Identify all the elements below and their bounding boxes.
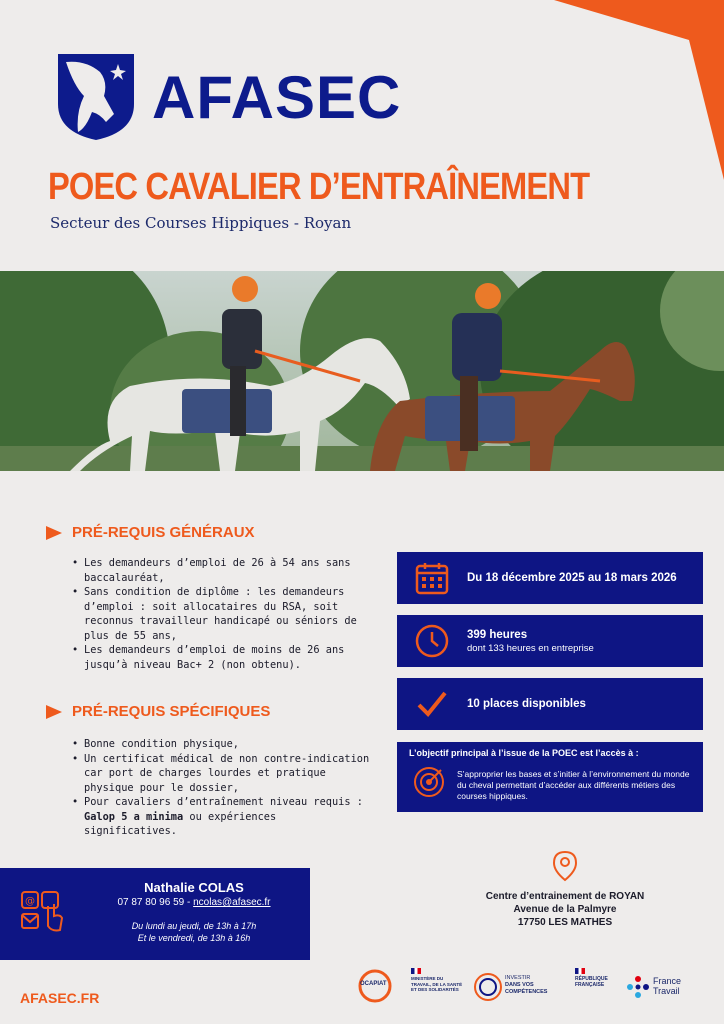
ocapiat-label: OCAPIAT [360,981,387,987]
horse-shield-icon [56,52,136,142]
list-item: • Un certificat médical de non contre-indication car port de charges lourdes et pratique physique pour le dossier, [70,752,370,796]
dates-text: Du 18 décembre 2025 au 18 mars 2026 [467,572,677,584]
french-flag-icon [575,968,585,974]
contact-hours [94,920,294,944]
brand-name: AFASEC [152,63,402,131]
places-box [397,678,703,730]
triangle-bullet-icon [46,526,62,540]
general-requirements-heading [46,524,255,541]
afasec-logo [56,52,401,142]
dates-box [397,552,703,604]
separator: - [186,897,191,908]
page-title: POEC CAVALIER D’ENTRAÎNEMENT [48,166,590,208]
requirement-text: Pour cavaliers d’entraînement niveau requis : [84,796,363,808]
hours-text: 399 heures [467,628,528,641]
republique-label: RÉPUBLIQUE FRANÇAISE [575,976,608,988]
address-block [460,850,670,929]
address-line: Centre d’entrainement de ROYAN [485,891,645,902]
address-line: 17750 LES MATHES [517,917,613,928]
specific-requirements-heading [46,703,270,720]
galop-level: Galop 5 a minima [84,810,184,823]
contact-email-link[interactable]: ncolas@afasec.fr [193,897,271,908]
objective-title: L’objectif principal à l’issue de la POEC est l’accès à : [409,748,639,758]
invest-line: DANS VOS [505,982,534,988]
list-item: • Bonne condition physique, [70,737,370,752]
checkmark-icon [415,687,449,721]
section-title: PRÉ-REQUIS GÉNÉRAUX [72,524,255,541]
list-item: • Les demandeurs d’emploi de 26 à 54 ans sans baccalauréat, [70,556,370,585]
france-travail-line: Travail [653,986,680,996]
invest-line: INVESTIR [505,975,531,981]
requirement-text: ou expériences significatives. [84,810,277,837]
hours-line: Du lundi au jeudi, de 13h à 17h [131,921,257,931]
contact-phone[interactable]: 07 87 80 96 59 [117,897,185,908]
france-travail-icon [625,974,651,1000]
objective-text: S’approprier les bases et s’initier à l’environnement du monde du cheval permettant d’accéder aux différents métiers des courses hippiques. [457,769,690,801]
invest-label [505,975,547,996]
hours-detail: dont 133 heures en entreprise [467,642,594,654]
invest-competences-icon [473,972,503,1002]
invest-line: COMPÉTENCES [505,989,548,995]
location-pin-icon [552,850,578,882]
places-text: 10 places disponibles [467,698,586,710]
objective-box [397,742,703,812]
french-flag-icon [411,968,421,974]
contact-icon [20,888,66,936]
corner-decoration [554,0,724,180]
calendar-icon [415,561,449,595]
website-link[interactable]: AFASEC.FR [20,990,100,1006]
ministere-label: MINISTÈRE DU TRAVAIL, DE LA SANTÉ ET DES SOLIDARITÉS [411,976,463,992]
list-item [70,795,370,839]
list-item: • Sans condition de diplôme : les demandeurs d’emploi : soit allocataires du RSA, soit reconnus travailleur handicapé ou séniors de plus de 55 ans, [70,585,370,643]
contact-box [0,868,310,960]
address-line: Avenue de la Palmyre [513,904,617,915]
hours-line: Et le vendredi, de 13h à 16h [137,933,251,943]
hours-box [397,615,703,667]
section-title: PRÉ-REQUIS SPÉCIFIQUES [72,703,271,720]
contact-name: Nathalie COLAS [144,880,244,895]
svg-text:@: @ [25,896,35,907]
contact-details [94,897,294,908]
france-travail-label [653,976,681,996]
general-requirements-list [70,556,370,672]
partner-logos [355,966,705,1010]
triangle-bullet-icon [46,705,62,719]
page-subtitle: Secteur des Courses Hippiques - Royan [50,214,352,232]
france-travail-line: France [653,976,682,986]
list-item: • Les demandeurs d’emploi de moins de 26 ans jusqu’à niveau Bac+ 2 (non obtenu). [70,643,370,672]
clock-icon [415,624,449,658]
target-icon [413,766,445,798]
specific-requirements-list [70,737,370,839]
horses-photo [0,271,724,471]
